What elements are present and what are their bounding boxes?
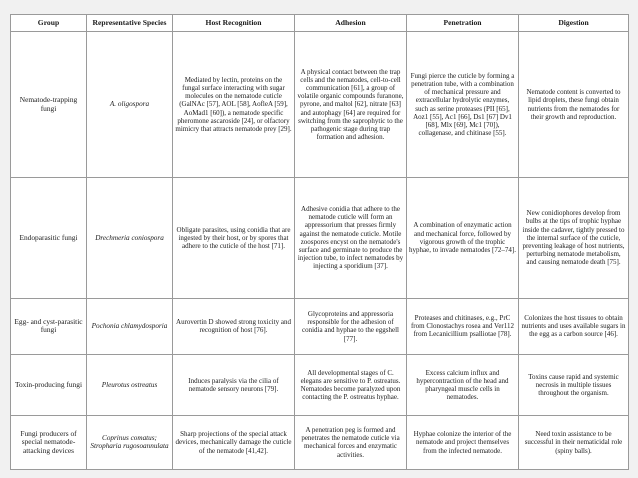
- cell-group: Egg- and cyst-parasitic fungi: [11, 298, 87, 354]
- cell-digestion: Toxins cause rapid and systemic necrosis in multiple tissues throughout the organism.: [519, 355, 629, 416]
- table-row: [11, 32, 629, 178]
- cell-digestion: Nematode content is converted to lipid droplets, these fungi obtain nutrients from the nematodes for their growth and reproduction.: [519, 32, 629, 178]
- cell-species: Drechmeria coniospora: [87, 178, 173, 299]
- cell-digestion: Need toxin assistance to be successful in their nematicidal role (spiny balls).: [519, 415, 629, 469]
- cell-host-recognition: Mediated by lectin, proteins on the fungal surface interacting with sugar molecules on the nematode cuticle (GalNAc [57], AOL [58], AofleA [59], AoMad1 [60]), a nematode specific pheromone ascaroside [24], or olfactory mimicry that attracts nematode prey [29].: [173, 32, 295, 178]
- cell-host-recognition: Obligate parasites, using conidia that are ingested by their host, or by spores that adhere to the cuticle of the host [71].: [173, 178, 295, 299]
- cell-group: Fungi producers of special nematode-attacking devices: [11, 415, 87, 469]
- header-digestion: Digestion: [519, 15, 629, 32]
- cell-penetration: A combination of enzymatic action and mechanical force, followed by vigorous growth of the trophic hyphae, to invade nematodes [72–74].: [407, 178, 519, 299]
- cell-adhesion: Adhesive conidia that adhere to the nematode cuticle will form an appressorium that presses firmly against the nematode cuticle. Motile zoospores encyst on the nematode's surface and germinate to produce the injection tube, to infect nematodes by injecting a sporidium [37].: [295, 178, 407, 299]
- cell-adhesion: All developmental stages of C. elegans are sensitive to P. ostreatus. Nematodes become paralyzed upon contacting the P. ostreatus hyphae.: [295, 355, 407, 416]
- cell-group: Nematode-trapping fungi: [11, 32, 87, 178]
- table-row: [11, 355, 629, 416]
- cell-penetration: Hyphae colonize the interior of the nematode and project themselves from the infected nematode.: [407, 415, 519, 469]
- nematophagous-fungi-table: [10, 14, 629, 470]
- cell-host-recognition: Aurovertin D showed strong toxicity and recognition of host [76].: [173, 298, 295, 354]
- cell-digestion: Colonizes the host tissues to obtain nutrients and uses available sugars in the egg as a carbon source [46].: [519, 298, 629, 354]
- cell-host-recognition: Induces paralysis via the cilia of nematode sensory neurons [79].: [173, 355, 295, 416]
- header-adhesion: Adhesion: [295, 15, 407, 32]
- header-group: Group: [11, 15, 87, 32]
- cell-adhesion: A physical contact between the trap cells and the nematodes, cell-to-cell communication [61], a group of volatile organic compounds furanone, pyrone, and maltol [62], nitrate [63] and autophagy [64] are required for switching from the saprophytic to the pathogenic stage during trap formation and adhesion.: [295, 32, 407, 178]
- cell-group: Toxin-producing fungi: [11, 355, 87, 416]
- header-host-recognition: Host Recognition: [173, 15, 295, 32]
- header-penetration: Penetration: [407, 15, 519, 32]
- cell-adhesion: Glycoproteins and appressoria responsible for the adhesion of conidia and hyphae to the eggshell [77].: [295, 298, 407, 354]
- header-representative-species: Representative Species: [87, 15, 173, 32]
- cell-penetration: Proteases and chitinases, e.g., PrC from Clonostachys rosea and Ver112 from Lecanicillium psalliotae [78].: [407, 298, 519, 354]
- table-row: [11, 298, 629, 354]
- cell-species: Pleurotus ostreatus: [87, 355, 173, 416]
- cell-digestion: New conidiophores develop from bulbs at the tips of trophic hyphae inside the cadaver, tightly pressed to the internal surface of the cuticle, preventing leakage of host nutrients, perturbing nematode metabolism, and causing nematode death [75].: [519, 178, 629, 299]
- cell-adhesion: A penetration peg is formed and penetrates the nematode cuticle via mechanical forces and enzymatic activities.: [295, 415, 407, 469]
- cell-species: Pochonia chlamydosporia: [87, 298, 173, 354]
- cell-group: Endoparasitic fungi: [11, 178, 87, 299]
- cell-host-recognition: Sharp projections of the special attack devices, mechanically damage the cuticle of the nematode [41,42].: [173, 415, 295, 469]
- table-header-row: [11, 15, 629, 32]
- cell-penetration: Fungi pierce the cuticle by forming a penetration tube, with a combination of mechanical pressure and extracellular hydrolytic enzymes, such as serine proteases (PII [65], Aoz1 [55], Ac1 [66], Ds1 [67] Dv1 [68], Mlx [69], Mc1 [70]), collagenase, and chitinase [55].: [407, 32, 519, 178]
- table-container: [10, 14, 628, 470]
- cell-species: A. oligospora: [87, 32, 173, 178]
- cell-penetration: Excess calcium influx and hypercontraction of the head and pharyngeal muscle cells in nematodes.: [407, 355, 519, 416]
- table-row: [11, 415, 629, 469]
- table-row: [11, 178, 629, 299]
- cell-species: Coprinus comatus; Stropharia rugosoannulata: [87, 415, 173, 469]
